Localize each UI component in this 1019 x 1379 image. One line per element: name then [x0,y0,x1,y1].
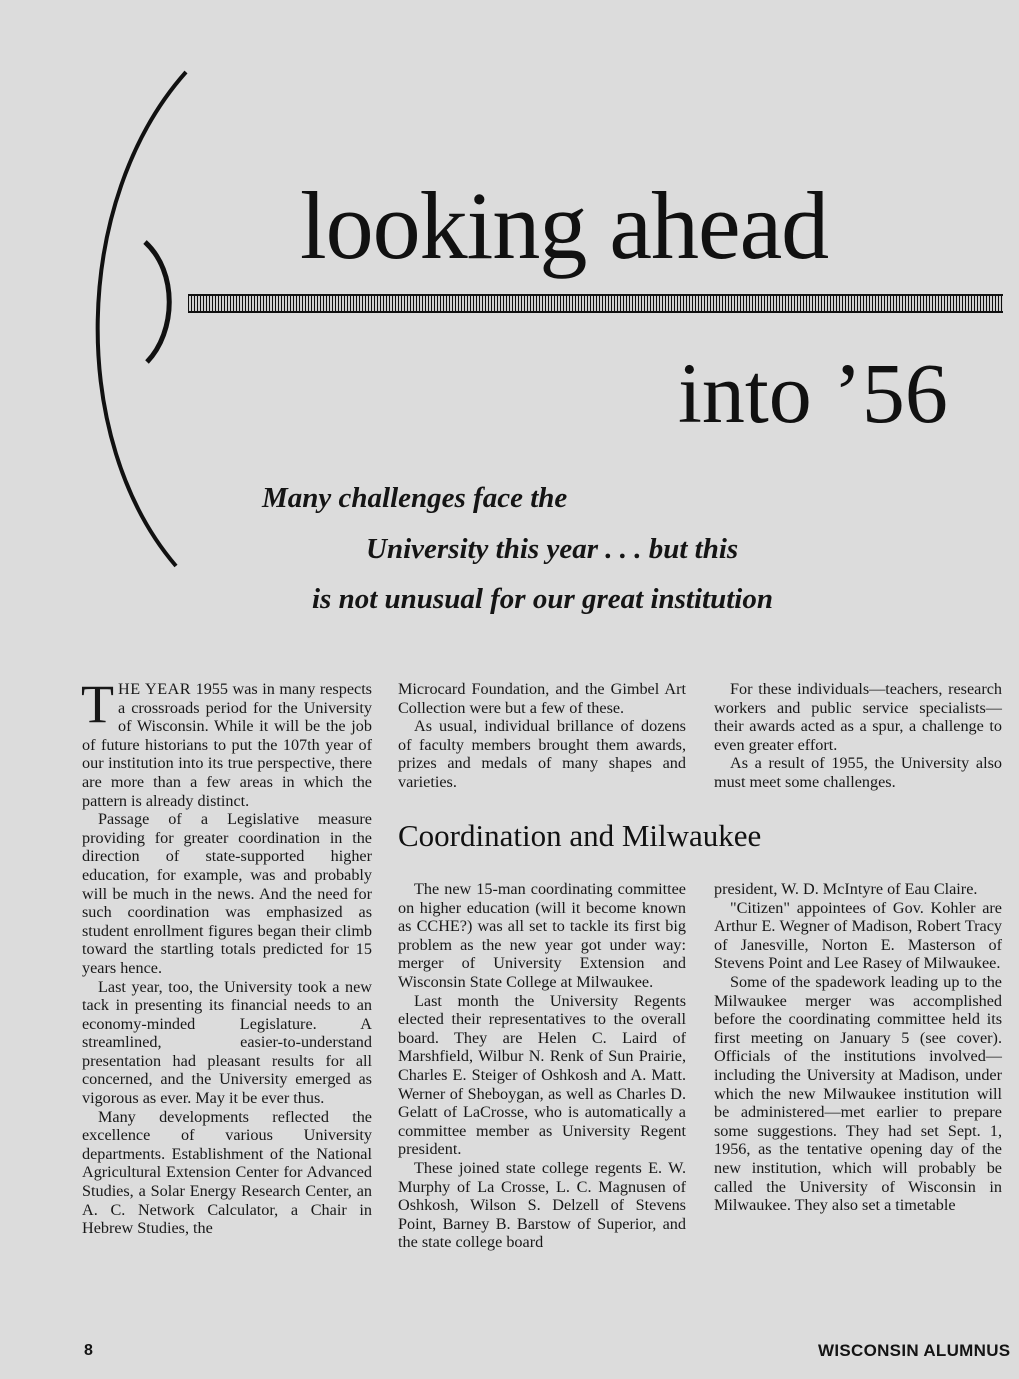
section-heading: Coordination and Milwaukee [398,818,762,853]
paragraph: These joined state college regents E. W. Murphy of La Crosse, L. C. Magnusen of Oshkosh, Wilson S. Delzell of Stevens Point, Barney B. Barstow of Superior, and the state college board [398,1158,686,1252]
article-column-3-bottom [714,880,1002,1215]
title-looking-ahead: looking ahead [300,172,829,279]
hatched-rule [188,294,1003,313]
article-column-3-top [714,680,1002,792]
paragraph: For these individuals—teachers, research workers and public service specialists—their awards acted as a spur, a challenge to even greater effort. [714,680,1002,754]
article-column-1 [81,674,372,1238]
paragraph: president, W. D. McIntyre of Eau Claire. [714,880,978,898]
paragraph: Some of the spadework leading up to the Milwaukee merger was accomplished before the coordinating committee held its first meeting on January 5 (see cover). Officials of the institutions involved—including the University at Madison, under which the new Milwaukee institution will be administered—met earlier to prepare some suggestions. They had set Sept. 1, 1956, as the tentative opening day of the new institution, which will probably be called the University of Wisconsin in Milwaukee. They also set a timetable [714,972,1002,1215]
paragraph-text: 1955 was in many respects a crossroads period for the University of Wisconsin. While it will be the job of future historians to put the 107th year of our institution into its true perspective, there are more than a few areas in which the pattern is already distinct. [82,680,372,810]
paragraph: Many developments reflected the excellence of various University departments. Establishment of the National Agricultural Extension Center for Advanced Studies, a Solar Energy Research Center, an A. C. Network Calculator, a Chair in Hebrew Studies, the [82,1107,372,1238]
article-column-2-bottom [398,880,686,1252]
paragraph: Passage of a Legislative measure providing for greater coordination in the direction of state-supported higher education, for example, was and probably will be much in the news. And the need for such coordination was emphasized as student enrollment figures began their climb toward the startling totals predicted for 15 years hence. [82,810,372,977]
drop-cap: T [81,674,114,734]
lead-in: HE YEAR [118,680,192,698]
publication-footer: WISCONSIN ALUMNUS [818,1341,1011,1360]
paragraph: Last month the University Regents elected their representatives to the overall board. They are Helen C. Laird of Marshfield, Wilbur N. Renk of Sun Prairie, Charles E. Steiger of Oshkosh and A. Matt. Werner of Sheboygan, as well as Charles D. Gelatt of LaCrosse, who is automatically a committee member as University Regent president. [398,991,686,1159]
subtitle-line-2: University this year . . . but this [366,533,739,565]
paragraph [81,674,372,810]
paragraph: As a result of 1955, the University also must meet some challenges. [714,754,1002,791]
title-into-56: into ’56 [678,345,948,441]
small-paren-curve [145,242,169,362]
large-paren-curve [98,72,186,566]
article-column-2-top [398,680,686,792]
subtitle-line-3: is not unusual for our great institution [312,583,773,615]
paragraph: Last year, too, the University took a new tack in presenting its financial needs to an economy-minded Legislature. A streamlined, easier-to-understand presentation had pleasant results for all concerned, and the University emerged as vigorous as ever. May it be ever thus. [82,977,372,1108]
paragraph: Microcard Foundation, and the Gimbel Art Collection were but a few of these. [398,680,686,717]
paragraph: As usual, individual brillance of dozens of faculty members brought them awards, prizes and medals of many shapes and varieties. [398,717,686,791]
paragraph: "Citizen" appointees of Gov. Kohler are Arthur E. Wegner of Madison, Robert Tracy of Janesville, Norton E. Masterson of Stevens Point and Lee Rasey of Milwaukee. [714,898,1002,973]
paragraph: The new 15-man coordinating committee on higher education (will it become known as CCHE?) was all set to tackle its first big problem as the new year got under way: merger of University Extension and Wisconsin State College at Milwaukee. [398,880,686,991]
subtitle-line-1: Many challenges face the [262,482,568,514]
page-number: 8 [84,1342,93,1359]
